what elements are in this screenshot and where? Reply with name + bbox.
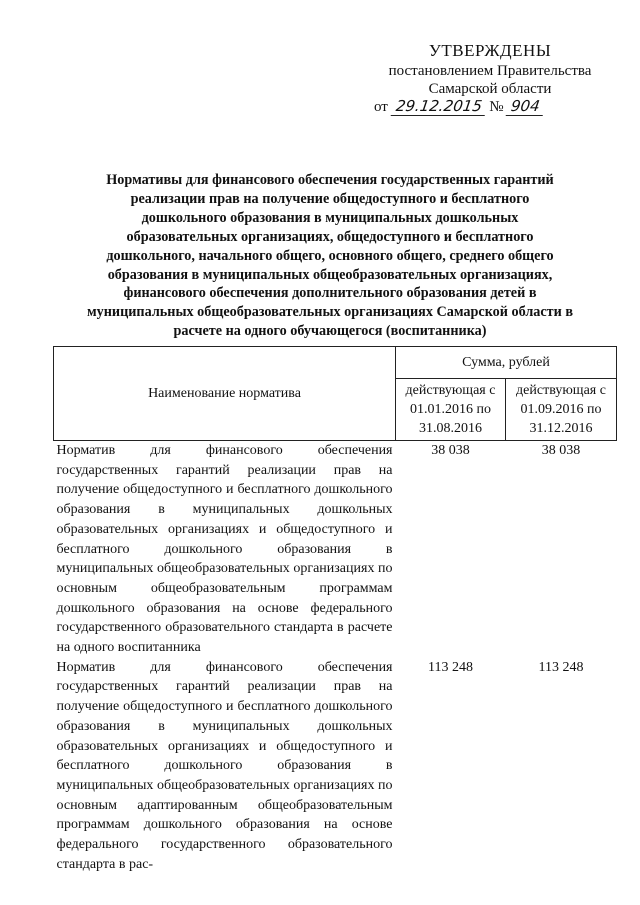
title-line: муниципальных общеобразовательных организациях Самарской области в xyxy=(86,304,574,321)
title-line: реализации прав на получение общедоступного и бесплатного xyxy=(130,190,530,207)
header-name: Наименование норматива xyxy=(54,347,396,441)
norm-value-period-1: 113 248 xyxy=(428,659,473,675)
header-sum: Сумма, рублей xyxy=(396,347,617,379)
approval-region: Самарской области xyxy=(428,81,552,97)
header-period-1: действующая с 01.01.2016 по 31.08.2016 xyxy=(396,379,506,441)
norm-name: Норматив для финансового обеспечения государственных гарантий реализации прав на получение общедоступного и бесплатного дошкольного образования в муниципальных дошкольных образовательных организациях и общедоступного и бесплатного дошкольного образования в муниципальных общеобразовательных организациях по основным общеобразовательным программам дошкольного образования на основе федерального государственного образовательного стандарта в расчете на одного воспитанника xyxy=(56,443,393,656)
norm-value-period-1: 38 038 xyxy=(431,443,470,458)
approval-status: УТВЕРЖДЕНЫ xyxy=(428,41,552,60)
approval-authority: постановлением Правительства xyxy=(388,63,592,79)
header-period-2: действующая с 01.09.2016 по 31.12.2016 xyxy=(506,379,617,441)
handwritten-number: 904 xyxy=(506,97,545,116)
title-line: дошкольного, начального общего, основного общего, среднего общего xyxy=(106,247,554,264)
table-row xyxy=(54,658,617,875)
approval-block xyxy=(370,42,610,98)
norms-table xyxy=(53,346,617,874)
number-prefix: № xyxy=(489,99,504,115)
norm-value-period-2: 113 248 xyxy=(538,659,584,675)
norm-name: Норматив для финансового обеспечения государственных гарантий реализации прав на получение общедоступного и бесплатного дошкольного образования в муниципальных дошкольных образовательных организациях и общедоступного и бесплатного дошкольного образования в муниципальных общеобразовательных организациях по основным адаптированным общеобразовательным программам дошкольного образования на основе федерального государственного образовательного стандарта в рас- xyxy=(56,659,393,872)
handwritten-date: 29.12.2015 xyxy=(390,97,487,116)
date-prefix: от xyxy=(374,99,388,115)
table-row xyxy=(54,441,617,658)
title-line: образовательных организациях, общедоступного и бесплатного xyxy=(126,228,534,245)
title-line: финансового обеспечения дополнительного образования детей в xyxy=(123,285,537,302)
title-line: образования в муниципальных общеобразовательных организациях, xyxy=(107,266,553,283)
title-line: Нормативы для финансового обеспечения государственных гарантий xyxy=(106,172,554,188)
document-title xyxy=(60,171,600,341)
title-line: расчете на одного обучающегося (воспитанника) xyxy=(173,323,487,340)
title-line: дошкольного образования в муниципальных дошкольных xyxy=(141,209,519,226)
approval-reference xyxy=(374,97,544,116)
norm-value-period-2: 38 038 xyxy=(541,443,581,458)
